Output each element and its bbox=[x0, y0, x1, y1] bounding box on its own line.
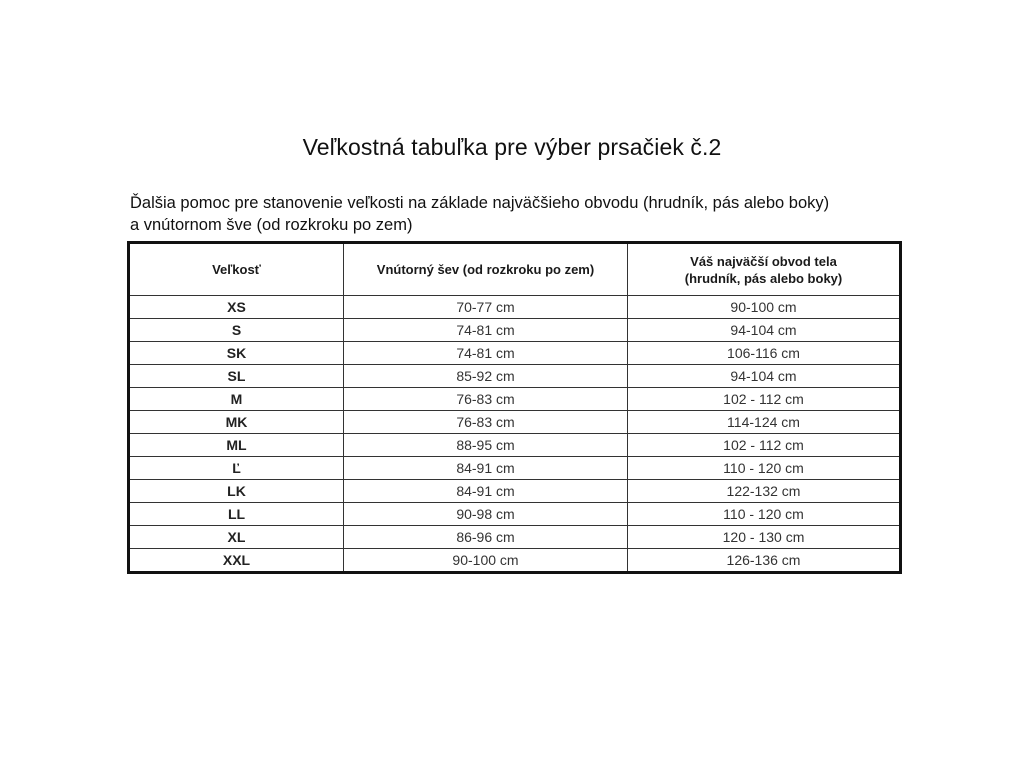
size-cell: S bbox=[129, 319, 344, 342]
inseam-cell: 84-91 cm bbox=[344, 457, 628, 480]
header-girth bbox=[628, 243, 901, 296]
size-cell: SK bbox=[129, 342, 344, 365]
size-cell: M bbox=[129, 388, 344, 411]
girth-cell: 102 - 112 cm bbox=[628, 434, 901, 457]
inseam-cell: 86-96 cm bbox=[344, 526, 628, 549]
size-cell: SL bbox=[129, 365, 344, 388]
header-inseam: Vnútorný šev (od rozkroku po zem) bbox=[344, 243, 628, 296]
size-cell: MK bbox=[129, 411, 344, 434]
girth-cell: 120 - 130 cm bbox=[628, 526, 901, 549]
table-row bbox=[129, 457, 901, 480]
table-row bbox=[129, 503, 901, 526]
subtitle-line-1: Ďalšia pomoc pre stanovenie veľkosti na základe najväčšieho obvodu (hrudník, pás alebo boky) bbox=[130, 194, 830, 212]
inseam-cell: 76-83 cm bbox=[344, 388, 628, 411]
table-row bbox=[129, 365, 901, 388]
size-cell: XL bbox=[129, 526, 344, 549]
inseam-cell: 76-83 cm bbox=[344, 411, 628, 434]
table-row bbox=[129, 526, 901, 549]
size-table bbox=[127, 241, 902, 574]
size-cell: Ľ bbox=[129, 457, 344, 480]
inseam-cell: 88-95 cm bbox=[344, 434, 628, 457]
girth-cell: 122-132 cm bbox=[628, 480, 901, 503]
table-row bbox=[129, 480, 901, 503]
girth-cell: 106-116 cm bbox=[628, 342, 901, 365]
header-size: Veľkosť bbox=[129, 243, 344, 296]
inseam-cell: 74-81 cm bbox=[344, 342, 628, 365]
girth-cell: 102 - 112 cm bbox=[628, 388, 901, 411]
size-cell: XXL bbox=[129, 549, 344, 573]
table-row bbox=[129, 549, 901, 573]
subtitle-line-2: a vnútornom šve (od rozkroku po zem) bbox=[130, 216, 413, 234]
table-row bbox=[129, 296, 901, 319]
table-row bbox=[129, 434, 901, 457]
girth-cell: 94-104 cm bbox=[628, 365, 901, 388]
table-header-row bbox=[129, 243, 901, 296]
girth-cell: 110 - 120 cm bbox=[628, 503, 901, 526]
size-cell: ML bbox=[129, 434, 344, 457]
size-cell: LK bbox=[129, 480, 344, 503]
page-title: Veľkostná tabuľka pre výber prsačiek č.2 bbox=[302, 134, 722, 160]
table-body bbox=[129, 296, 901, 573]
inseam-cell: 90-100 cm bbox=[344, 549, 628, 573]
subtitle bbox=[130, 192, 910, 236]
size-cell: LL bbox=[129, 503, 344, 526]
inseam-cell: 90-98 cm bbox=[344, 503, 628, 526]
table-row bbox=[129, 411, 901, 434]
girth-cell: 90-100 cm bbox=[628, 296, 901, 319]
header-girth-line-1: Váš najväčší obvod tela bbox=[690, 253, 837, 269]
size-cell: XS bbox=[129, 296, 344, 319]
table-row bbox=[129, 342, 901, 365]
girth-cell: 114-124 cm bbox=[628, 411, 901, 434]
girth-cell: 110 - 120 cm bbox=[628, 457, 901, 480]
girth-cell: 126-136 cm bbox=[628, 549, 901, 573]
inseam-cell: 84-91 cm bbox=[344, 480, 628, 503]
girth-cell: 94-104 cm bbox=[628, 319, 901, 342]
inseam-cell: 74-81 cm bbox=[344, 319, 628, 342]
header-girth-line-2: (hrudník, pás alebo boky) bbox=[684, 270, 843, 286]
inseam-cell: 70-77 cm bbox=[344, 296, 628, 319]
table-row bbox=[129, 388, 901, 411]
inseam-cell: 85-92 cm bbox=[344, 365, 628, 388]
table-row bbox=[129, 319, 901, 342]
